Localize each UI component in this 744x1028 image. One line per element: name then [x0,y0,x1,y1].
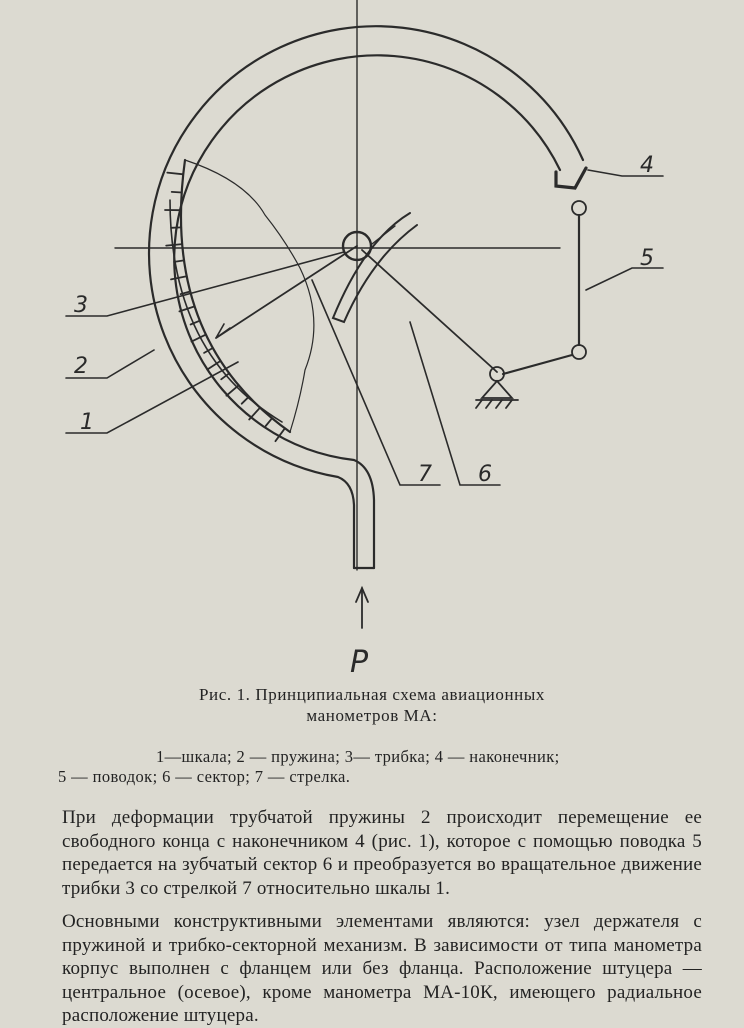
label-5: 5 [640,246,654,271]
body-paragraph-2: Основными конструктивными элементами являются: узел держателя с пружиной и трибко-секторной механизм. В зависимости от типа манометра корпус выполнен с фланцем или без фланца. Расположение штуцера — центральное (осевое), кроме манометра МА-10К, имеющего радиальное расположение штуцера. [62,910,702,1028]
scale-tick [167,173,183,175]
scale-tick [266,418,272,426]
body-paragraph-1: При деформации трубчатой пружины 2 происходит перемещение ее свободного конца с наконечником 4 (рис. 1), которое с помощью поводка 5 передается на зубчатый сектор 6 и преобразуется во вращательное движение трибки 3 со стрелкой 7 относительно шкалы 1. [62,806,702,900]
label-4: 4 [640,153,654,178]
scale-tick [166,244,182,246]
legend-line2: 5 — поводок; 6 — сектор; 7 — стрелка. [58,767,350,787]
dial-scale [170,160,314,432]
pivot-support [476,367,518,408]
scale-tick [249,408,260,420]
scale-ticks [165,173,285,442]
scale-tick [242,397,249,404]
pointer-needle [216,246,357,338]
spring-tip [556,168,586,188]
link-rod [503,201,586,374]
scale-tick [226,385,238,395]
gear-sector [333,213,417,322]
pressure-label: P [350,645,369,680]
label-7: 7 [418,462,432,487]
scale-tick [172,192,182,193]
label-6: 6 [478,462,492,487]
legend-line1: 1—шкала; 2 — пружина; 3— трибка; 4 — наконечник; [156,747,560,767]
label-3: 3 [74,293,88,318]
label-2: 2 [74,354,88,379]
bourdon-spring [149,26,583,568]
leader-lines [66,170,663,485]
figure-caption-line1: Рис. 1. Принципиальная схема авиационных [0,684,744,705]
label-1: 1 [80,410,94,435]
figure-caption-line2: манометров МА: [0,705,744,726]
sector-arm [362,250,497,372]
pressure-arrow [356,588,368,628]
